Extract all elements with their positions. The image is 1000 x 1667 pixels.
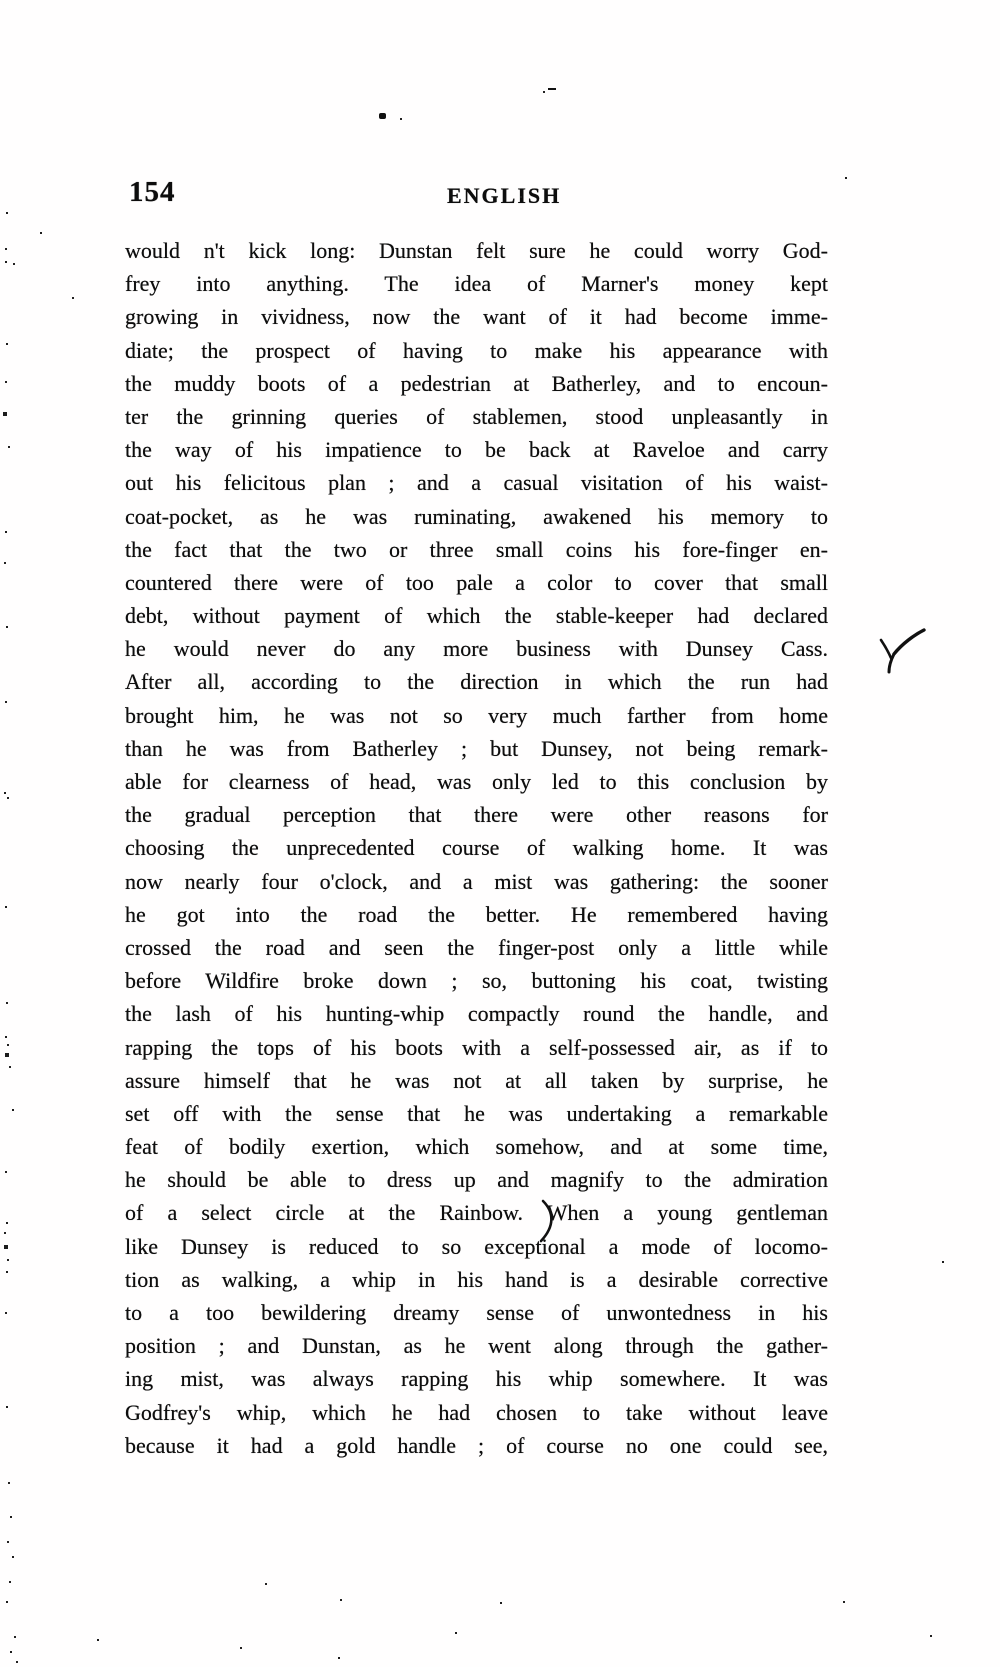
text-line: the lash of his hunting-whip compactly round the handle, and [125, 1001, 828, 1027]
text-line: of a select circle at the Rainbow. When a young gentleman [125, 1200, 828, 1226]
text-line: coat-pocket, as he was ruminating, awakened his memory to [125, 503, 828, 529]
text-line: assure himself that he was not at all taken by surprise, he [125, 1067, 828, 1093]
text-line: out his felicitous plan ; and a casual visitation of his waist- [125, 470, 828, 496]
text-line: position ; and Dunstan, as he went along through the gather- [125, 1333, 828, 1359]
text-line: growing in vividness, now the want of it had become imme- [125, 304, 828, 330]
text-line: choosing the unprecedented course of walking home. It was [125, 835, 828, 861]
text-line: frey into anything. The idea of Marner's money kept [125, 271, 828, 297]
text-line: to a too bewildering dreamy sense of unwontedness in his [125, 1300, 828, 1325]
text-line: than he was from Batherley ; but Dunsey, not being remark- [125, 735, 828, 761]
text-line: diate; the prospect of having to make his appearance with [125, 337, 828, 363]
text-line: ing mist, was always rapping his whip somewhere. It was [125, 1366, 828, 1392]
text-line: the muddy boots of a pedestrian at Batherley, and to encoun- [125, 370, 828, 396]
scan-noise-speckles [0, 0, 2, 2]
body-text [125, 234, 828, 1462]
text-line: brought him, he was not so very much farther from home [125, 702, 828, 728]
text-line: ter the grinning queries of stablemen, stood unpleasantly in [125, 403, 828, 429]
text-line: Godfrey's whip, which he had chosen to take without leave [125, 1399, 828, 1425]
text-line: After all, according to the direction in which the run had [125, 669, 828, 695]
text-line: the fact that the two or three small coins his fore-finger en- [125, 536, 828, 562]
text-line: set off with the sense that he was undertaking a remarkable [125, 1100, 828, 1126]
text-line: before Wildfire broke down ; so, buttoning his coat, twisting [125, 968, 828, 994]
text-line: countered there were of too pale a color to cover that small [125, 569, 828, 595]
scan-noise-blob [379, 113, 386, 119]
text-line: like Dunsey is reduced to so exceptional a mode of locomo- [125, 1233, 828, 1259]
text-line: rapping the tops of his boots with a self-possessed air, as if to [125, 1034, 828, 1060]
text-line: feat of bodily exertion, which somehow, and at some time, [125, 1134, 828, 1160]
text-line: able for clearness of head, was only led to this conclusion by [125, 769, 828, 794]
text-line: he would never do any more business with Dunsey Cass. [125, 636, 828, 662]
text-line: debt, without payment of which the stable-keeper had declared [125, 603, 828, 629]
text-line: tion as walking, a whip in his hand is a desirable corrective [125, 1266, 828, 1292]
text-line: now nearly four o'clock, and a mist was gathering: the sooner [125, 868, 828, 894]
scan-noise-dash [548, 88, 556, 90]
text-line: he got into the road the better. He remembered having [125, 901, 828, 927]
text-line: because it had a gold handle ; of course no one could see, [125, 1432, 828, 1458]
text-line: would n't kick long: Dunstan felt sure he could worry God- [125, 238, 828, 263]
running-header: ENGLISH [447, 183, 562, 208]
text-line: he should be able to dress up and magnify to the admiration [125, 1167, 828, 1193]
text-line: the gradual perception that there were other reasons for [125, 802, 828, 828]
text-line: crossed the road and seen the finger-post only a little while [125, 934, 828, 960]
handwritten-check-mark-icon [874, 622, 930, 676]
page-number: 154 [129, 176, 176, 208]
text-line: the way of his impatience to be back at Raveloe and carry [125, 437, 828, 463]
